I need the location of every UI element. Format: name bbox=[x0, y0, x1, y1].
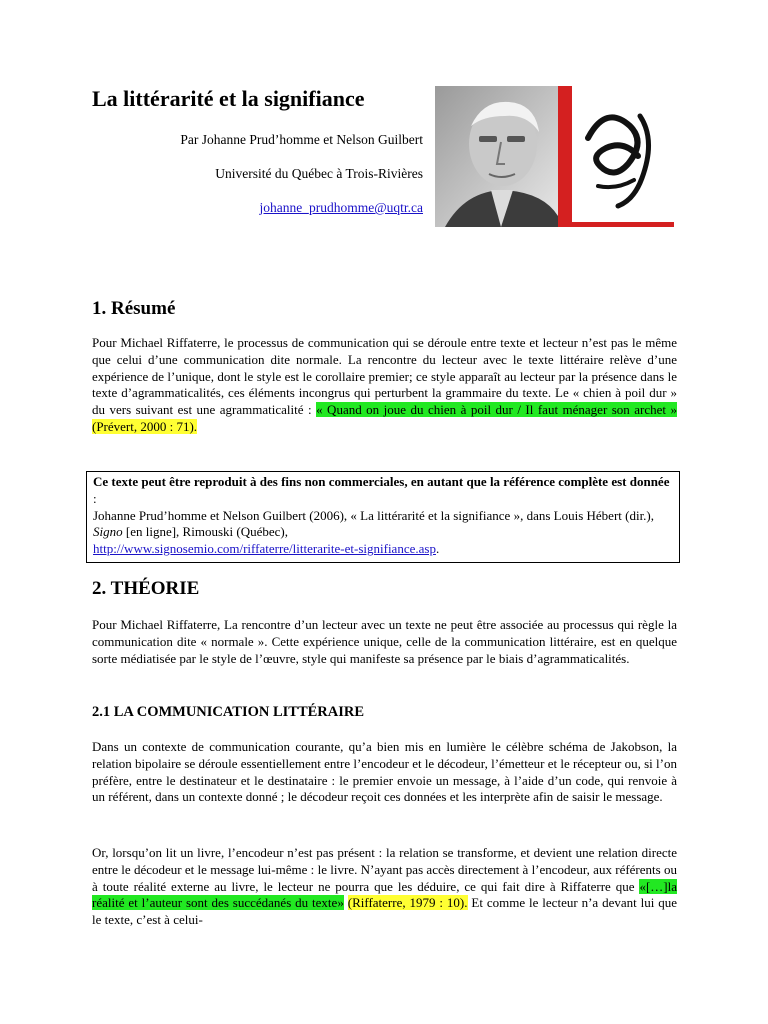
theorie-paragraph: Pour Michael Riffaterre, La rencontre d’un lecteur avec un texte ne peut être associée au processus qui règle la communication dite « normale ». Cette expérience unique, celle de la communication littéraire, est en quelque sorte médiatisée par le style de l’œuvre, style qui manifeste sa présence par le biais d’agrammaticalités. bbox=[92, 617, 677, 666]
signo-logo-image bbox=[558, 86, 674, 227]
reproduction-notice-bold: Ce texte peut être reproduit à des fins non commerciales, en autant que la référence complète est donnée bbox=[93, 474, 670, 489]
reference-text-part1: Johanne Prud’homme et Nelson Guilbert (2006), « La littérarité et la signifiance », dans Louis Hébert (dir.), bbox=[93, 507, 655, 523]
document-title: La littérarité et la signifiance bbox=[92, 86, 365, 111]
reference-text-part2: [en ligne], Rimouski (Québec), bbox=[122, 524, 288, 540]
email-link[interactable]: johanne_prudhomme@uqtr.ca bbox=[259, 200, 423, 215]
communication-paragraph-2 bbox=[92, 845, 677, 929]
section-heading-theorie: 2. THÉORIE bbox=[92, 578, 200, 599]
reference-signo-italic: Signo bbox=[93, 524, 123, 540]
section-heading-resume: 1. Résumé bbox=[92, 298, 176, 319]
reproduction-notice-colon: : bbox=[93, 490, 97, 506]
prevert-citation: (Prévert, 2000 : 71). bbox=[92, 418, 198, 434]
communication-text-start: Or, lorsqu’on lit un livre, l’encodeur n’est pas présent : la relation se transforme, et devient une relation directe entre le décodeur et le message lui-même : le livre. N’ayant pas accès directement à l’encodeur, aux référents ou à toute réalité externe au livre, le lecteur ne pourra que les déduire, ce qui fait dire à Riffaterre que bbox=[92, 845, 677, 894]
resume-paragraph bbox=[92, 335, 677, 436]
university-line: Université du Québec à Trois-Rivières bbox=[215, 166, 423, 181]
author-line: Par Johanne Prud’homme et Nelson Guilbert bbox=[180, 132, 423, 147]
communication-paragraph-1: Dans un contexte de communication courante, qu’a bien mis en lumière le célèbre schéma de Jakobson, la relation bipolaire se déroule essentiellement entre l’encodeur et le décodeur, l’émetteur et le récepteur ou, si l’on préfère, entre le destinateur et le destinataire : le premier envoie un message, à l’aide d’un code, qui renvoie à un référent, dans un contexte donné ; le décodeur reçoit ces données et les interprète afin de saisir le message. bbox=[92, 739, 677, 805]
resume-text: Pour Michael Riffaterre, le processus de communication qui se déroule entre texte et lecteur n’est pas le même que celui d’une communication dite normale. La rencontre du lecteur avec le texte littéraire relève d’une expérience de l’unique, dont le style est le corollaire premier; ce style apparaît au lecteur par la présence dans le texte d’agrammaticalités, ces éléments incongrus qui perturbent la grammaire du texte. Le « chien à poil dur » du vers suivant est une agrammaticalité : bbox=[92, 335, 677, 418]
subsection-heading-communication: 2.1 LA COMMUNICATION LITTÉRAIRE bbox=[92, 704, 365, 720]
reproduction-notice-box bbox=[86, 471, 680, 563]
reference-url-link[interactable]: http://www.signosemio.com/riffaterre/litterarite-et-signifiance.asp bbox=[93, 541, 436, 557]
author-portrait-image bbox=[435, 86, 558, 227]
communication-text-end: Et comme le lecteur n’a devant lui que le texte, c’est à celui- bbox=[92, 895, 678, 928]
riffaterre-quote: «[…]la réalité et l’auteur sont des succédanés du texte» bbox=[92, 878, 677, 911]
prevert-quote: « Quand on joue du chien à poil dur / Il faut ménager son archet » bbox=[316, 402, 678, 418]
reference-url-end: . bbox=[435, 541, 440, 557]
riffaterre-citation: (Riffaterre, 1979 : 10). bbox=[347, 895, 468, 911]
